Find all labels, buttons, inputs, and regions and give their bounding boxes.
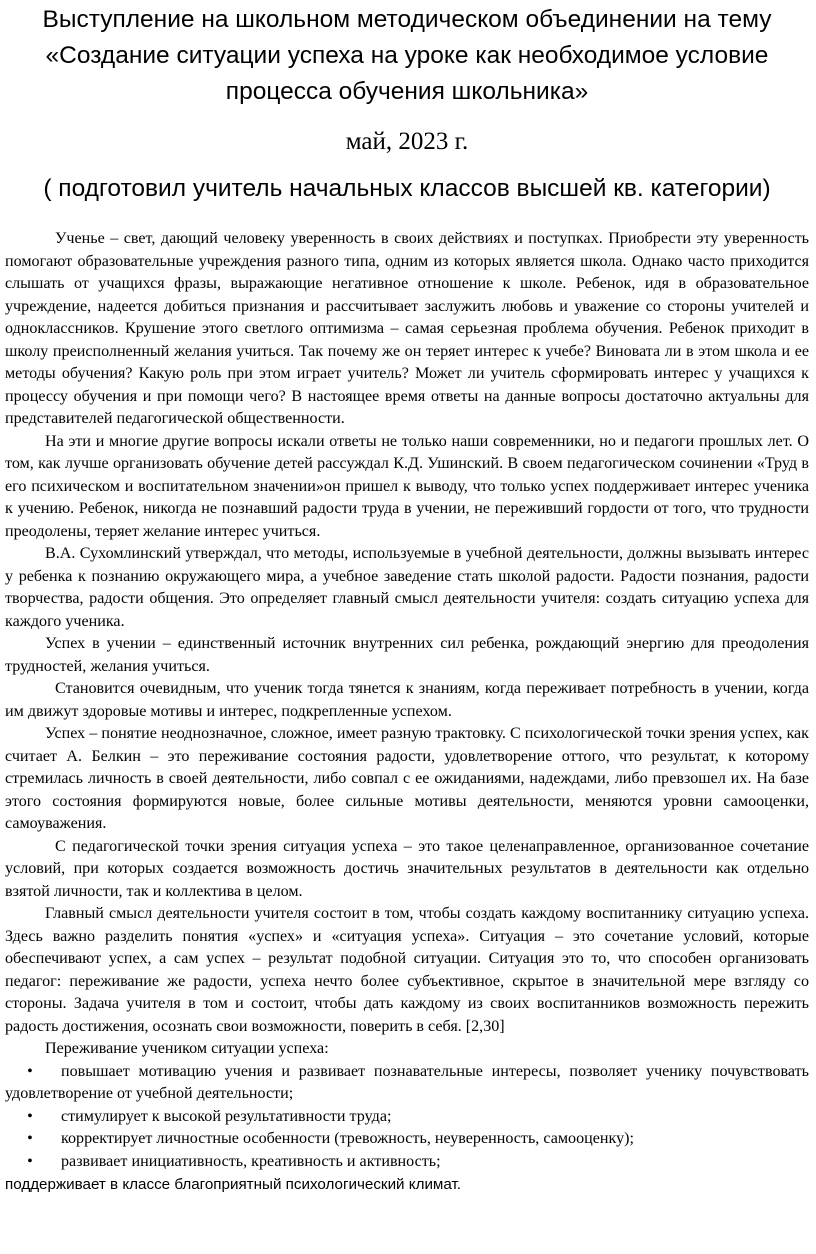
document-body <box>5 228 809 1196</box>
list-item-text: корректирует личностные особенности (тревожность, неуверенность, самооценку); <box>61 1130 634 1147</box>
paragraph-2: На эти и многие другие вопросы искали ответы не только наши современники, но и педагоги прошлых лет. О том, как лучше организовать обучение детей рассуждал К.Д. Ушинский. В своем педагогическом сочинении «Труд в его психическом и воспитательном значении»он пришел к выводу, что только успех поддерживает интерес ученика к учению. Ребенок, никогда не познавший радости труда в учении, не переживший гордости от того, что трудности преодолены, теряет желание интерес учиться. <box>5 432 809 540</box>
document-date: май, 2023 г. <box>345 128 469 155</box>
bullet-list <box>5 1061 809 1174</box>
list-item <box>5 1151 809 1174</box>
paragraph-5: Становится очевидным, что ученик тогда тянется к знаниям, когда переживает потребность в учении, когда им движут здоровые мотивы и интерес, подкрепленные успехом. <box>5 680 809 720</box>
bullet-icon: • <box>27 1062 33 1080</box>
document-author: ( подготовил учитель начальных классов высшей кв. категории) <box>43 175 771 202</box>
paragraph-4: Успех в учении – единственный источник внутренних сил ребенка, рождающий энергию для преодоления трудностей, желания учиться. <box>5 635 809 675</box>
list-item-text: повышает мотивацию учения и развивает познавательные интересы, позволяет ученику почувствовать удовлетворение от учебной деятельности; <box>5 1062 809 1102</box>
list-item-text: развивает инициативность, креативность и активность; <box>61 1152 441 1170</box>
bullet-icon: • <box>27 1152 33 1170</box>
bullet-icon: • <box>27 1107 33 1125</box>
paragraph-8: Главный смысл деятельности учителя состоит в том, чтобы создать каждому воспитаннику ситуацию успеха. Здесь важно разделить понятия «успех» и «ситуация успеха». Ситуация – это сочетание условий, которые обеспечивают успех, а сам успех – результат подобной ситуации. Ситуация это то, что способен организовать педагог: переживание же радости, успеха нечто более субъективное, скрытое в значительной мере взгляду со стороны. Задача учителя в том и состоит, чтобы дать каждому из своих воспитанников возможность пережить радость достижения, осознать свои возможности, поверить в себя. [2,30] <box>5 905 809 1035</box>
list-item <box>5 1128 809 1151</box>
paragraph-7: С педагогической точки зрения ситуация успеха – это такое целенаправленное, организованное сочетание условий, при которых создается возможность достичь значительных результатов в деятельности как отдельно взятой личности, так и коллектива в целом. <box>5 837 809 900</box>
document-title: Выступление на школьном методическом объединении на тему «Создание ситуации успеха на уроке как необходимое условие процесса обучения школьника» <box>42 6 772 105</box>
paragraph-9: Переживание учеником ситуации успеха: <box>45 1040 329 1057</box>
closing-line: поддерживает в классе благоприятный психологический климат. <box>5 1176 461 1193</box>
list-item-text: стимулирует к высокой результативности труда; <box>61 1107 392 1125</box>
list-item <box>5 1106 809 1129</box>
paragraph-3: В.А. Сухомлинский утверждал, что методы, используемые в учебной деятельности, должны вызывать интерес у ребенка к познанию окружающего мира, а учебное заведение стать школой радости. Радости познания, радости творчества, радости общения. Это определяет главный смысл деятельности учителя: создать ситуацию успеха для каждого ученика. <box>5 545 809 630</box>
paragraph-1: Ученье – свет, дающий человеку уверенность в своих действиях и поступках. Приобрести эту уверенность помогают образовательные учреждения разного типа, одним из которых является школа. Однако часто приходится слышать от учащихся фразы, выражающие негативное отношение к школе. Ребенок, идя в образовательное учреждение, надеется добиться признания и рассчитывает заслужить любовь и уважение со стороны учителей и одноклассников. Крушение этого светлого оптимизма – самая серьезная проблема обучения. Ребенок приходит в школу преисполненный желания учиться. Так почему же он теряет интерес к учебе? Виновата ли в этом школа и ее методы обучения? Какую роль при этом играет учитель? Может ли учитель сформировать интерес у учащихся к процессу обучения и при помощи чего? В настоящее время ответы на данные вопросы достаточно актуальны для представителей педагогической общественности. <box>5 230 809 427</box>
list-item <box>5 1061 809 1106</box>
header <box>5 2 809 204</box>
bullet-icon: • <box>27 1130 33 1147</box>
paragraph-6: Успех – понятие неоднозначное, сложное, имеет разную трактовку. С психологической точки зрения успех, как считает А. Белкин – это переживание состояния радости, удовлетворение оттого, что результат, к которому стремилась личность в своей деятельности, либо совпал с ее ожиданиями, надеждами, либо превзошел их. На базе этого состояния формируются новые, более сильные мотивы деятельности, меняются уровни самооценки, самоуважения. <box>5 725 809 832</box>
